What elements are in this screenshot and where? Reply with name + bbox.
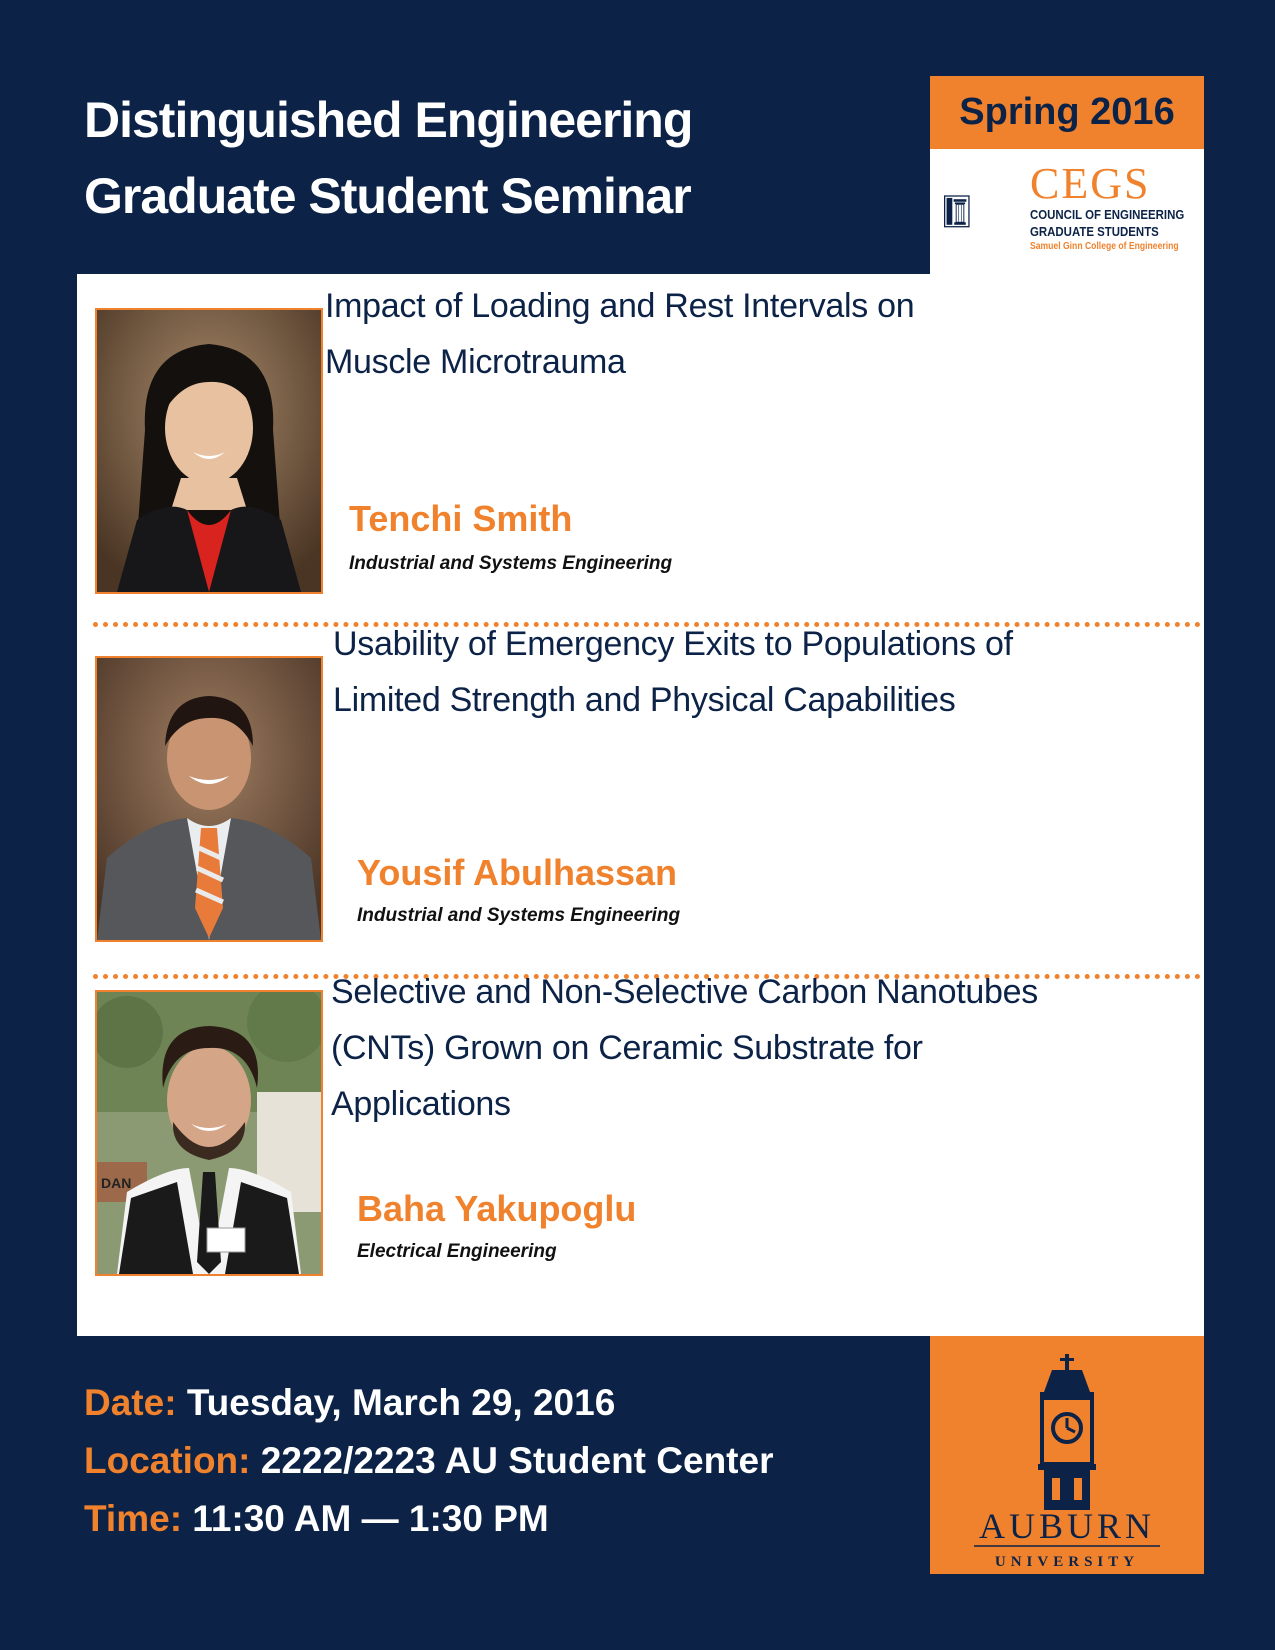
seminar-panel bbox=[77, 274, 1204, 1336]
auburn-logo bbox=[930, 1336, 1204, 1574]
cegs-line-2: GRADUATE STUDENTS bbox=[1030, 224, 1159, 239]
cegs-badge bbox=[930, 76, 1204, 274]
speaker-name-1: Tenchi Smith bbox=[349, 498, 573, 539]
auburn-sub: UNIVERSITY bbox=[994, 1554, 1140, 1570]
talk-title-3-line-2: (CNTs) Grown on Ceramic Substrate for bbox=[331, 1029, 923, 1067]
title-line-1: Distinguished Engineering bbox=[84, 92, 693, 148]
speaker-photo-1 bbox=[95, 308, 323, 594]
event-details bbox=[84, 1374, 773, 1548]
speaker-department-2: Industrial and Systems Engineering bbox=[357, 905, 681, 926]
cegs-college: Samuel Ginn College of Engineering bbox=[1030, 241, 1179, 252]
cegs-line-1: COUNCIL OF ENGINEERING bbox=[1030, 207, 1185, 222]
talk-title-3-line-3: Applications bbox=[331, 1085, 511, 1123]
talk-title-2 bbox=[333, 616, 1013, 728]
date-value: Tuesday, March 29, 2016 bbox=[186, 1382, 616, 1423]
auburn-name: AUBURN bbox=[978, 1506, 1156, 1546]
date-label: Date: bbox=[84, 1382, 177, 1423]
date-row bbox=[84, 1374, 773, 1432]
talk-title-2-line-1: Usability of Emergency Exits to Populations of bbox=[333, 625, 1013, 663]
poster-title bbox=[84, 82, 884, 234]
column-icon bbox=[944, 160, 1024, 264]
time-value: 11:30 AM — 1:30 PM bbox=[192, 1498, 549, 1539]
time-label: Time: bbox=[84, 1498, 183, 1539]
speaker-photo-2 bbox=[95, 656, 323, 942]
talk-title-3-line-1: Selective and Non-Selective Carbon Nanotubes bbox=[331, 973, 1038, 1011]
location-label: Location: bbox=[84, 1440, 251, 1481]
semester-label: Spring 2016 bbox=[930, 76, 1204, 149]
talk-title-1-line-1: Impact of Loading and Rest Intervals on bbox=[325, 287, 915, 325]
speaker-photo-3 bbox=[95, 990, 323, 1276]
speaker-department-1: Industrial and Systems Engineering bbox=[349, 553, 673, 574]
portrait-woman-icon bbox=[97, 310, 321, 592]
portrait-man-tie-icon bbox=[97, 658, 321, 940]
speaker-department-3: Electrical Engineering bbox=[357, 1241, 557, 1262]
location-value: 2222/2223 AU Student Center bbox=[260, 1440, 774, 1481]
cegs-wordmark bbox=[1030, 159, 1205, 254]
portrait-man-outdoor-icon bbox=[97, 992, 321, 1274]
talk-title-1 bbox=[325, 278, 914, 390]
speaker-name-2: Yousif Abulhassan bbox=[357, 852, 678, 893]
speaker-name-3: Baha Yakupoglu bbox=[357, 1188, 637, 1229]
talk-title-1-line-2: Muscle Microtrauma bbox=[325, 343, 626, 381]
photo-sign-text: DAN bbox=[101, 1175, 132, 1191]
time-row bbox=[84, 1490, 773, 1548]
clock-tower-icon bbox=[930, 1336, 1204, 1574]
talk-title-2-line-2: Limited Strength and Physical Capabilities bbox=[333, 681, 956, 719]
location-row bbox=[84, 1432, 773, 1490]
title-line-2: Graduate Student Seminar bbox=[84, 168, 691, 224]
cegs-acronym: CEGS bbox=[1030, 159, 1151, 208]
talk-title-3 bbox=[331, 964, 1038, 1132]
